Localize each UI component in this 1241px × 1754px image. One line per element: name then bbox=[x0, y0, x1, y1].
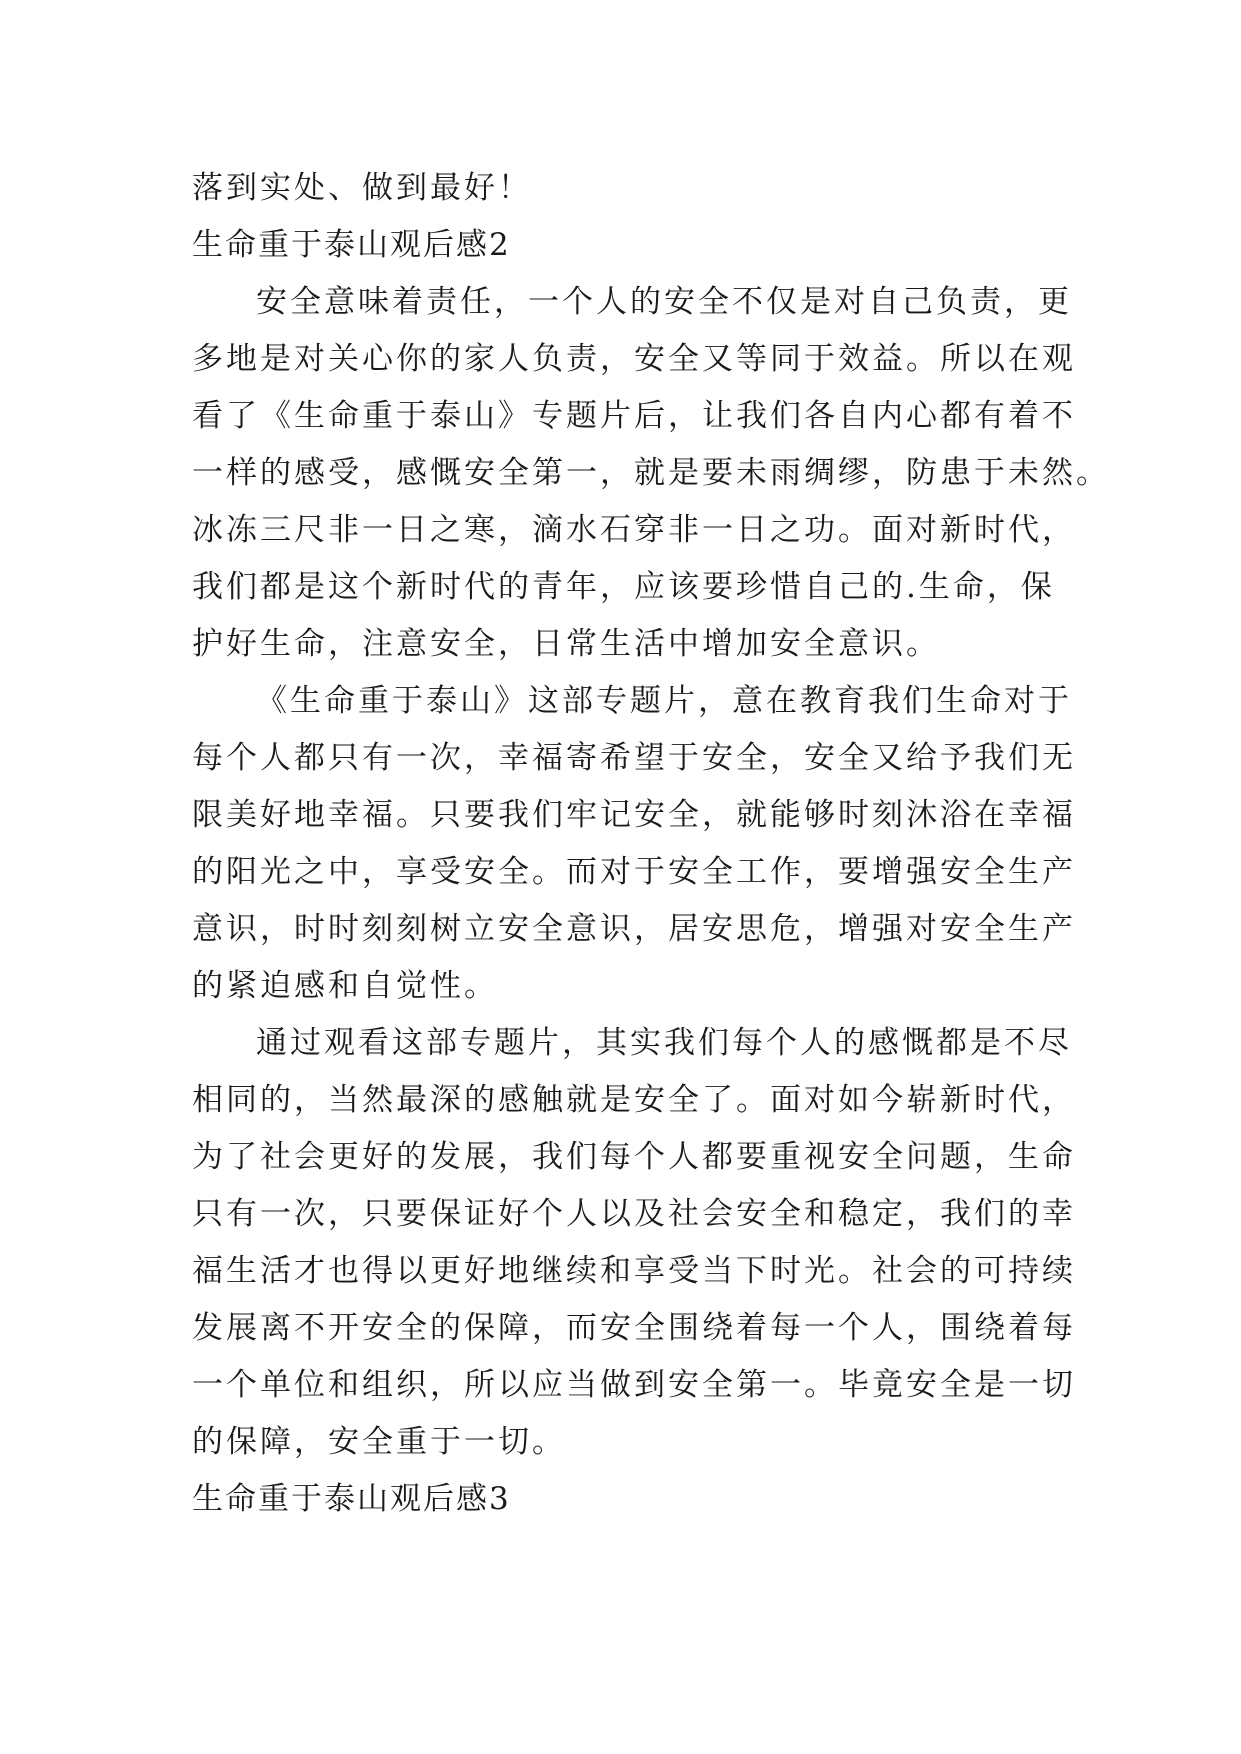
paragraph-line: 安全意味着责任，一个人的安全不仅是对自己负责，更 bbox=[256, 284, 1072, 320]
paragraph-line: 一样的感受，感慨安全第一，就是要未雨绸缪，防患于未然。 bbox=[192, 455, 1110, 491]
paragraph-line: 意识，时时刻刻树立安全意识，居安思危，增强对安全生产 bbox=[192, 911, 1076, 947]
section-heading: 生命重于泰山观后感3 bbox=[192, 1481, 511, 1517]
paragraph-line: 的阳光之中，享受安全。而对于安全工作，要增强安全生产 bbox=[192, 854, 1076, 890]
paragraph-line: 相同的，当然最深的感触就是安全了。面对如今崭新时代， bbox=[192, 1082, 1076, 1118]
paragraph-line: 限美好地幸福。只要我们牢记安全，就能够时刻沐浴在幸福 bbox=[192, 797, 1076, 833]
text-line: 落到实处、做到最好！ bbox=[192, 170, 532, 206]
paragraph-line: 福生活才也得以更好地继续和享受当下时光。社会的可持续 bbox=[192, 1253, 1076, 1289]
paragraph-line: 我们都是这个新时代的青年，应该要珍惜自己的.生命，保 bbox=[192, 569, 1055, 605]
paragraph-line: 只有一次，只要保证好个人以及社会安全和稳定，我们的幸 bbox=[192, 1196, 1076, 1232]
paragraph-line: 的保障，安全重于一切。 bbox=[192, 1424, 566, 1460]
paragraph-line: 发展离不开安全的保障，而安全围绕着每一个人，围绕着每 bbox=[192, 1310, 1076, 1346]
paragraph-line: 的紧迫感和自觉性。 bbox=[192, 968, 498, 1004]
paragraph-line: 为了社会更好的发展，我们每个人都要重视安全问题，生命 bbox=[192, 1139, 1076, 1175]
paragraph-line: 通过观看这部专题片，其实我们每个人的感慨都是不尽 bbox=[256, 1025, 1072, 1061]
paragraph-line: 《生命重于泰山》这部专题片，意在教育我们生命对于 bbox=[256, 683, 1072, 719]
paragraph-line: 看了《生命重于泰山》专题片后，让我们各自内心都有着不 bbox=[192, 398, 1076, 434]
paragraph-line: 多地是对关心你的家人负责，安全又等同于效益。所以在观 bbox=[192, 341, 1076, 377]
paragraph-line: 冰冻三尺非一日之寒，滴水石穿非一日之功。面对新时代， bbox=[192, 512, 1076, 548]
document-body bbox=[192, 160, 1110, 1528]
paragraph-line: 护好生命，注意安全，日常生活中增加安全意识。 bbox=[192, 626, 940, 662]
section-heading: 生命重于泰山观后感2 bbox=[192, 227, 511, 263]
paragraph-line: 一个单位和组织，所以应当做到安全第一。毕竟安全是一切 bbox=[192, 1367, 1076, 1403]
paragraph-line: 每个人都只有一次，幸福寄希望于安全，安全又给予我们无 bbox=[192, 740, 1076, 776]
